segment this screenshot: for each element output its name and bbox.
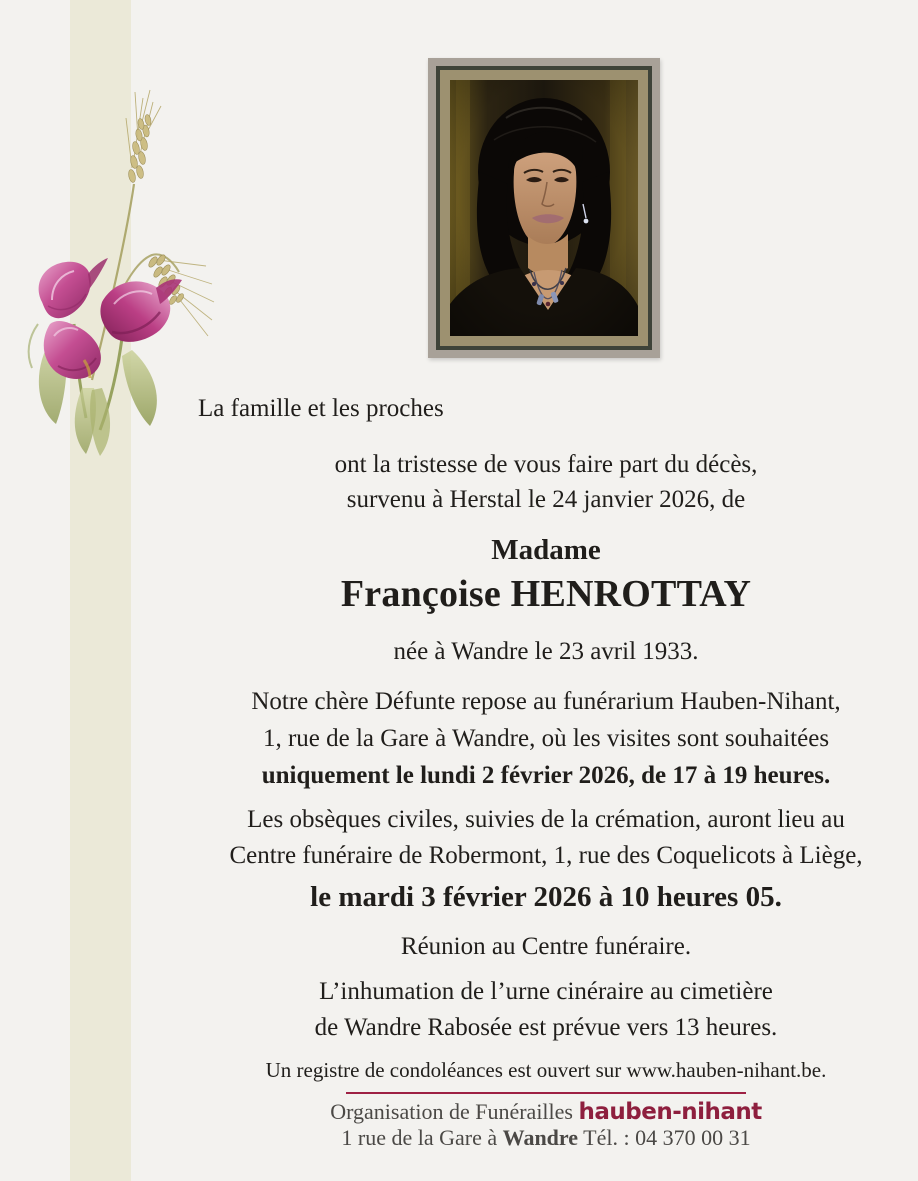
portrait-photo-frame xyxy=(428,58,660,358)
address-city: Wandre xyxy=(502,1125,579,1150)
deceased-name: Françoise HENROTTAY xyxy=(340,573,752,615)
brand-logo: hauben-nihant xyxy=(578,1099,762,1125)
visit-hours-line: uniquement le lundi 2 février 2026, de 17 à 19 heures. xyxy=(261,762,831,789)
address-prefix: 1 rue de la Gare à xyxy=(341,1125,503,1150)
repose-paragraph xyxy=(174,683,918,794)
opening-line: La famille et les proches xyxy=(198,395,444,422)
birth-line: née à Wandre le 23 avril 1933. xyxy=(393,638,699,665)
repose-line-2: 1, rue de la Gare à Wandre, où les visites sont souhaitées xyxy=(262,725,830,752)
inhumation-paragraph xyxy=(174,974,918,1046)
repose-line-1: Notre chère Défunte repose au funérarium Hauben-Nihant, xyxy=(251,688,841,715)
organisation-label: Organisation de Funérailles xyxy=(330,1099,579,1124)
funeral-line-1: Les obsèques civiles, suivies de la crémation, auront lieu au xyxy=(247,806,845,833)
sorrow-line-2: survenu à Herstal le 24 janvier 2026, de xyxy=(346,486,746,513)
address-suffix: Tél. : 04 370 00 31 xyxy=(578,1125,751,1150)
sorrow-lines xyxy=(174,447,918,517)
footer-divider-line xyxy=(346,1092,746,1094)
footer-address-line xyxy=(174,1124,918,1152)
sorrow-line-1: ont la tristesse de vous faire part du décès, xyxy=(334,451,758,478)
portrait-photo xyxy=(450,80,638,336)
honorific-title: Madame xyxy=(491,534,601,566)
inhumation-line-2: de Wandre Rabosée est prévue vers 13 heures. xyxy=(314,1014,778,1041)
funeral-date-line: le mardi 3 février 2026 à 10 heures 05. xyxy=(310,881,782,913)
reunion-line: Réunion au Centre funéraire. xyxy=(400,933,692,960)
funeral-paragraph xyxy=(174,802,918,874)
footer-organisation-line xyxy=(174,1098,918,1126)
inhumation-line-1: L’inhumation de l’urne cinéraire au cimetière xyxy=(319,978,773,1005)
condolence-register-line: Un registre de condoléances est ouvert sur www.hauben-nihant.be. xyxy=(265,1058,827,1082)
funeral-line-2: Centre funéraire de Robermont, 1, rue des Coquelicots à Liège, xyxy=(229,842,863,869)
